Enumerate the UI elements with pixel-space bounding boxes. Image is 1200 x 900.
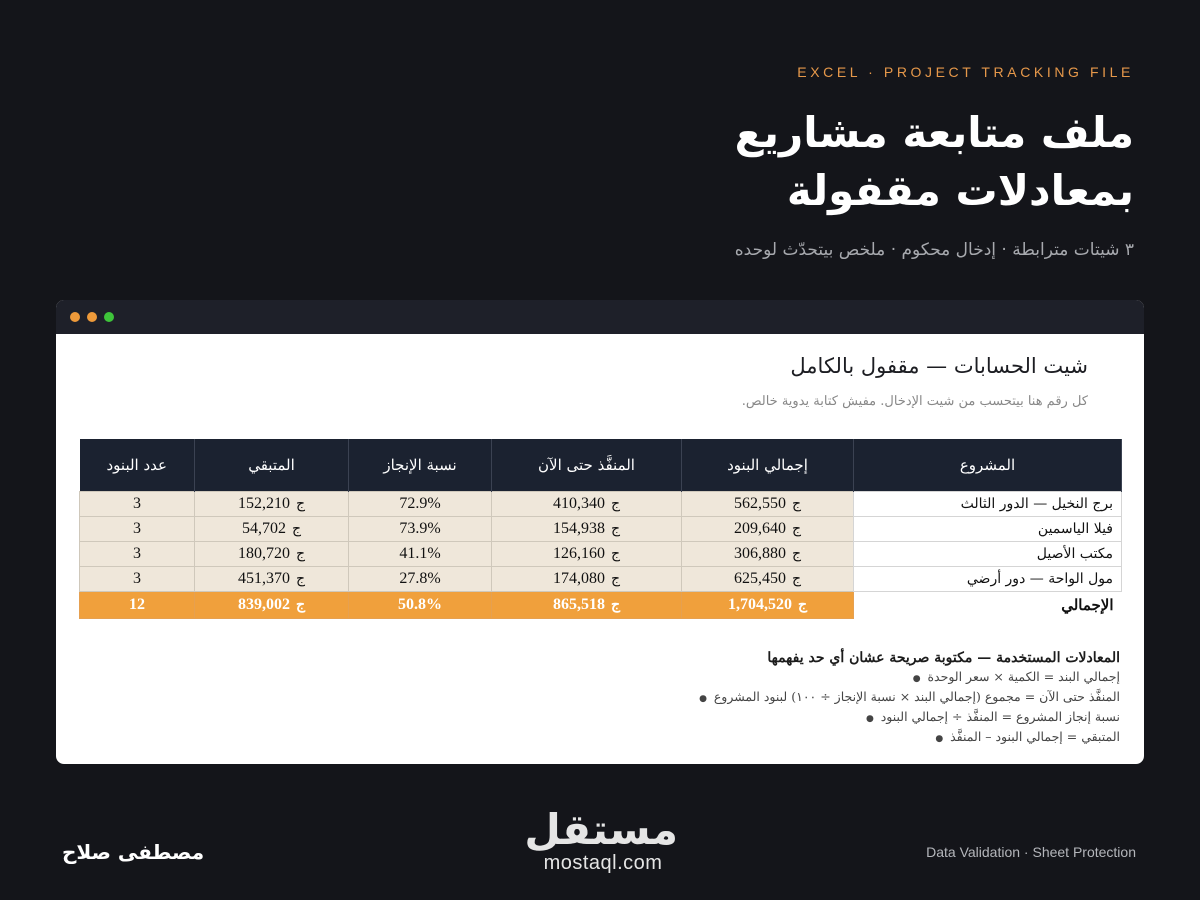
currency-label: ج (797, 598, 808, 613)
formulas-section (699, 650, 1120, 748)
count-cell[interactable]: 3 (80, 542, 195, 567)
logo-arabic: مستقل (524, 805, 678, 854)
cell-value: 174,080 (552, 570, 605, 587)
currency-label: ج (610, 572, 621, 587)
done-cell[interactable] (492, 592, 682, 619)
col-header-count[interactable]: عدد البنود (80, 439, 195, 492)
project-cell[interactable]: برج النخيل — الدور الثالث (854, 492, 1122, 517)
project-cell[interactable]: فيلا الياسمين (854, 517, 1122, 542)
cell-value: 54,702 (241, 520, 286, 537)
remaining-cell[interactable] (195, 542, 349, 567)
list-item: إجمالي البند = الكمية × سعر الوحدة ● (699, 668, 1120, 688)
col-header-done[interactable]: المنفَّذ حتى الآن (492, 439, 682, 492)
total-label-cell[interactable]: الإجمالي (854, 592, 1122, 619)
project-cell[interactable]: مول الواحة — دور أرضي (854, 567, 1122, 592)
remaining-cell[interactable] (195, 517, 349, 542)
list-item: نسبة إنجاز المشروع = المنفَّذ ÷ إجمالي البنود ● (699, 708, 1120, 728)
total-cell[interactable] (682, 592, 854, 619)
cell-value: 562,550 (733, 495, 786, 512)
table-row (80, 492, 1122, 517)
sheet-title: شيت الحسابات — مقفول بالكامل (790, 354, 1088, 378)
table-header-row (80, 439, 1122, 492)
count-cell[interactable]: 3 (80, 492, 195, 517)
count-cell[interactable]: 3 (80, 567, 195, 592)
window-dot-icon[interactable] (87, 312, 97, 322)
done-cell[interactable] (492, 542, 682, 567)
col-header-project[interactable]: المشروع (854, 439, 1122, 492)
formulas-list (699, 668, 1120, 748)
cell-value: 180,720 (237, 545, 290, 562)
table-row (80, 517, 1122, 542)
logo-url: mostaql.com (543, 852, 663, 874)
author-name: مصطفى صلاح (62, 840, 205, 864)
pct-cell[interactable]: 73.9% (349, 517, 492, 542)
col-header-remaining[interactable]: المتبقي (195, 439, 349, 492)
cell-value: 152,210 (237, 495, 290, 512)
done-cell[interactable] (492, 517, 682, 542)
currency-label: ج (791, 572, 802, 587)
total-cell[interactable] (682, 517, 854, 542)
currency-label: ج (295, 598, 306, 613)
page-subtitle: ٣ شيتات مترابطة · إدخال محكوم · ملخص بيتحدّث لوحده (734, 240, 1134, 260)
total-row (80, 592, 1122, 619)
window-dot-icon[interactable] (104, 312, 114, 322)
pct-cell[interactable]: 41.1% (349, 542, 492, 567)
features-label: Data Validation · Sheet Protection (926, 844, 1136, 860)
window-dot-icon[interactable] (70, 312, 80, 322)
count-cell[interactable]: 3 (80, 517, 195, 542)
sheet-content (56, 334, 1144, 764)
currency-label: ج (295, 547, 306, 562)
pct-cell[interactable]: 27.8% (349, 567, 492, 592)
cell-value: 839,002 (237, 596, 290, 613)
done-cell[interactable] (492, 567, 682, 592)
currency-label: ج (610, 547, 621, 562)
page-title (434, 104, 1134, 220)
col-header-pct[interactable]: نسبة الإنجاز (349, 439, 492, 492)
spreadsheet-window (56, 300, 1144, 764)
cell-value: 1,704,520 (727, 596, 792, 613)
total-cell[interactable] (682, 542, 854, 567)
mostaql-logo[interactable] (524, 805, 678, 874)
total-cell[interactable] (682, 492, 854, 517)
formulas-title: المعادلات المستخدمة — مكتوبة صريحة عشان أي حد يفهمها (767, 650, 1120, 666)
title-line-2: بمعادلات مقفولة (786, 166, 1134, 215)
currency-label: ج (791, 497, 802, 512)
currency-label: ج (295, 572, 306, 587)
table-row (80, 567, 1122, 592)
total-cell[interactable] (682, 567, 854, 592)
col-header-total[interactable]: إجمالي البنود (682, 439, 854, 492)
tagline: EXCEL · PROJECT TRACKING FILE (797, 64, 1134, 80)
window-titlebar (56, 300, 1144, 334)
pct-cell[interactable]: 50.8% (349, 592, 492, 619)
cell-value: 625,450 (733, 570, 786, 587)
currency-label: ج (610, 522, 621, 537)
list-item: المتبقي = إجمالي البنود – المنفَّذ ● (699, 728, 1120, 748)
cell-value: 209,640 (733, 520, 786, 537)
count-cell[interactable]: 12 (80, 592, 195, 619)
title-line-1: ملف متابعة مشاريع (734, 108, 1134, 157)
sheet-note: كل رقم هنا بيتحسب من شيت الإدخال. مفيش كتابة يدوية خالص. (741, 394, 1088, 409)
table-row (80, 542, 1122, 567)
currency-label: ج (791, 547, 802, 562)
cell-value: 126,160 (552, 545, 605, 562)
remaining-cell[interactable] (195, 492, 349, 517)
project-cell[interactable]: مكتب الأصيل (854, 542, 1122, 567)
currency-label: ج (610, 497, 621, 512)
remaining-cell[interactable] (195, 592, 349, 619)
currency-label: ج (791, 522, 802, 537)
currency-label: ج (291, 522, 302, 537)
currency-label: ج (295, 497, 306, 512)
done-cell[interactable] (492, 492, 682, 517)
list-item: المنفَّذ حتى الآن = مجموع (إجمالي البند × نسبة الإنجاز ÷ ١٠٠) لبنود المشروع ● (699, 688, 1120, 708)
calculations-table (79, 439, 1122, 619)
cell-value: 865,518 (552, 596, 605, 613)
pct-cell[interactable]: 72.9% (349, 492, 492, 517)
cell-value: 451,370 (237, 570, 290, 587)
cell-value: 306,880 (733, 545, 786, 562)
remaining-cell[interactable] (195, 567, 349, 592)
currency-label: ج (610, 598, 621, 613)
cell-value: 410,340 (552, 495, 605, 512)
cell-value: 154,938 (552, 520, 605, 537)
